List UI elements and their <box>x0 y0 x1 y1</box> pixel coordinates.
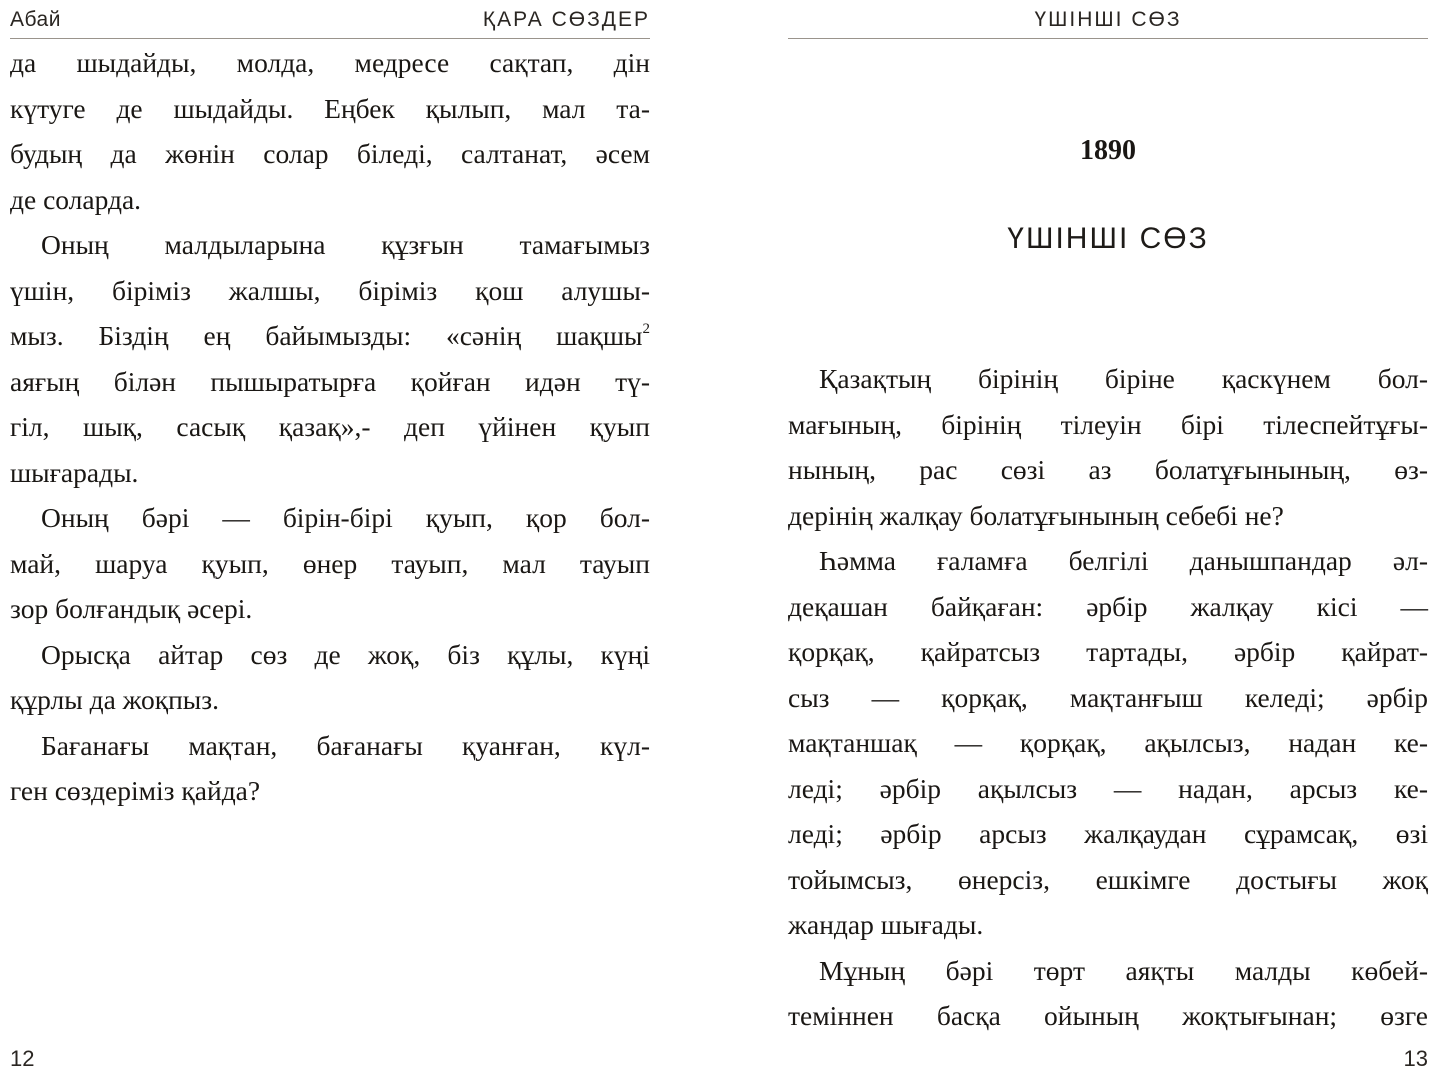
text-line-content: леді; әрбір ақылсыз — надан, арсыз ке- <box>788 772 1428 804</box>
text-line <box>788 857 1428 903</box>
running-header-right <box>788 6 1428 39</box>
text-line <box>10 768 650 814</box>
text-line-content: мағының, бірінің тілеуін бірі тілеспейтұғы- <box>788 408 1428 440</box>
text-line-content: теміннен басқа ойының жоқтығынан; өзге <box>788 1000 1428 1031</box>
text-line <box>10 222 650 268</box>
text-line-content: Оның малдыларына құзғын тамағымыз <box>41 229 650 260</box>
text-line <box>788 584 1428 630</box>
left-body-text <box>10 40 650 814</box>
text-line <box>10 586 650 632</box>
text-line-content: күтуге де шыдайды. Еңбек қылып, мал та- <box>10 92 650 124</box>
right-page <box>788 0 1428 1080</box>
text-line-content: Мұның бәрі төрт аяқты малды көбей- <box>819 954 1428 986</box>
text-line-content: будың да жөнін солар біледі, салтанат, әсем <box>10 138 650 169</box>
page-number-left: 12 <box>10 1046 35 1071</box>
right-body-text <box>788 356 1428 1039</box>
text-line <box>10 177 650 223</box>
text-line-content: гіл, шық, сасық қазақ»,- деп үйінен қуып <box>10 411 650 442</box>
text-line <box>788 356 1428 402</box>
chapter-year: 1890 <box>1080 135 1136 166</box>
text-line <box>788 402 1428 448</box>
text-line-content: құрлы да жоқпыз. <box>10 684 220 715</box>
header-author: Абай <box>10 8 61 31</box>
text-line <box>788 948 1428 994</box>
text-line-content: Оның бәрі — бірін-бірі қуып, қор бол- <box>41 502 650 533</box>
text-line-content: аяғың білән пышыратырға қойған идән тү- <box>10 365 650 397</box>
left-page <box>10 0 650 1080</box>
text-line <box>10 541 650 587</box>
text-line-content: май, шаруа қуып, өнер тауып, мал тауып <box>10 547 650 579</box>
header-book-title: ҚАРА СӨЗДЕР <box>482 8 650 31</box>
text-line <box>10 86 650 132</box>
text-line-content: зор болғандық әсері. <box>10 593 253 624</box>
text-line-content: қорқақ, қайратсыз тартады, әрбір қайрат- <box>788 636 1428 667</box>
footnote-marker: 2 <box>642 321 650 337</box>
text-line-content: Орысқа айтар сөз де жоқ, біз құлы, күңі <box>41 638 650 670</box>
text-line <box>788 629 1428 675</box>
chapter-title: ҮШІНШІ СӨЗ <box>1007 222 1209 255</box>
text-line-content: да шыдайды, молда, медресе сақтап, дін <box>10 47 650 78</box>
text-line-content: ген сөздеріміз қайда? <box>10 775 261 806</box>
text-line-content: Бағанағы мақтан, бағанағы қуанған, күл- <box>41 729 650 761</box>
text-line <box>788 766 1428 812</box>
text-line <box>10 404 650 450</box>
text-line-content: леді; әрбір арсыз жалқаудан сұрамсақ, өзі <box>788 818 1428 849</box>
text-line <box>788 811 1428 857</box>
text-line <box>788 902 1428 948</box>
text-line-content: жандар шығады. <box>788 909 984 940</box>
text-line-content: де соларда. <box>10 183 142 215</box>
text-line-content: деқашан байқаған: әрбір жалқау кісі — <box>788 590 1428 622</box>
text-line-content: мыз. Біздің ең байымызды: «сәнің шақшы <box>10 320 643 351</box>
text-line <box>788 675 1428 721</box>
text-line <box>788 447 1428 493</box>
text-line <box>10 268 650 314</box>
text-line <box>10 40 650 86</box>
text-line-content: сыз — қорқақ, мақтанғыш келеді; әрбір <box>788 681 1428 713</box>
text-line <box>10 632 650 678</box>
text-line <box>788 538 1428 584</box>
page-number-right: 13 <box>1403 1046 1428 1071</box>
text-line <box>10 723 650 769</box>
text-line-content: Һәмма ғаламға белгілі данышпандар әл- <box>819 545 1428 576</box>
text-line <box>10 359 650 405</box>
text-line-content: Қазақтың бірінің біріне қаскүнем бол- <box>819 363 1428 394</box>
text-line <box>788 493 1428 539</box>
text-line <box>788 720 1428 766</box>
text-line <box>10 313 650 359</box>
text-line <box>10 495 650 541</box>
text-line-content: шығарады. <box>10 456 139 488</box>
header-chapter-title: ҮШІНШІ СӨЗ <box>1034 8 1182 31</box>
text-line-content: нының, рас сөзі аз болатұғынының, өз- <box>788 454 1428 485</box>
text-line-content: тойымсыз, өнерсіз, ешкімге достығы жоқ <box>788 863 1428 895</box>
text-line <box>10 677 650 723</box>
running-header-left <box>10 6 650 39</box>
text-line <box>788 993 1428 1039</box>
text-line-content: дерінің жалқау болатұғынының себебі не? <box>788 499 1284 531</box>
text-line <box>10 131 650 177</box>
text-line <box>10 450 650 496</box>
text-line-content: үшін, біріміз жалшы, біріміз қош алушы- <box>10 274 650 306</box>
text-line-content: мақтаншақ — қорқақ, ақылсыз, надан ке- <box>788 727 1428 758</box>
